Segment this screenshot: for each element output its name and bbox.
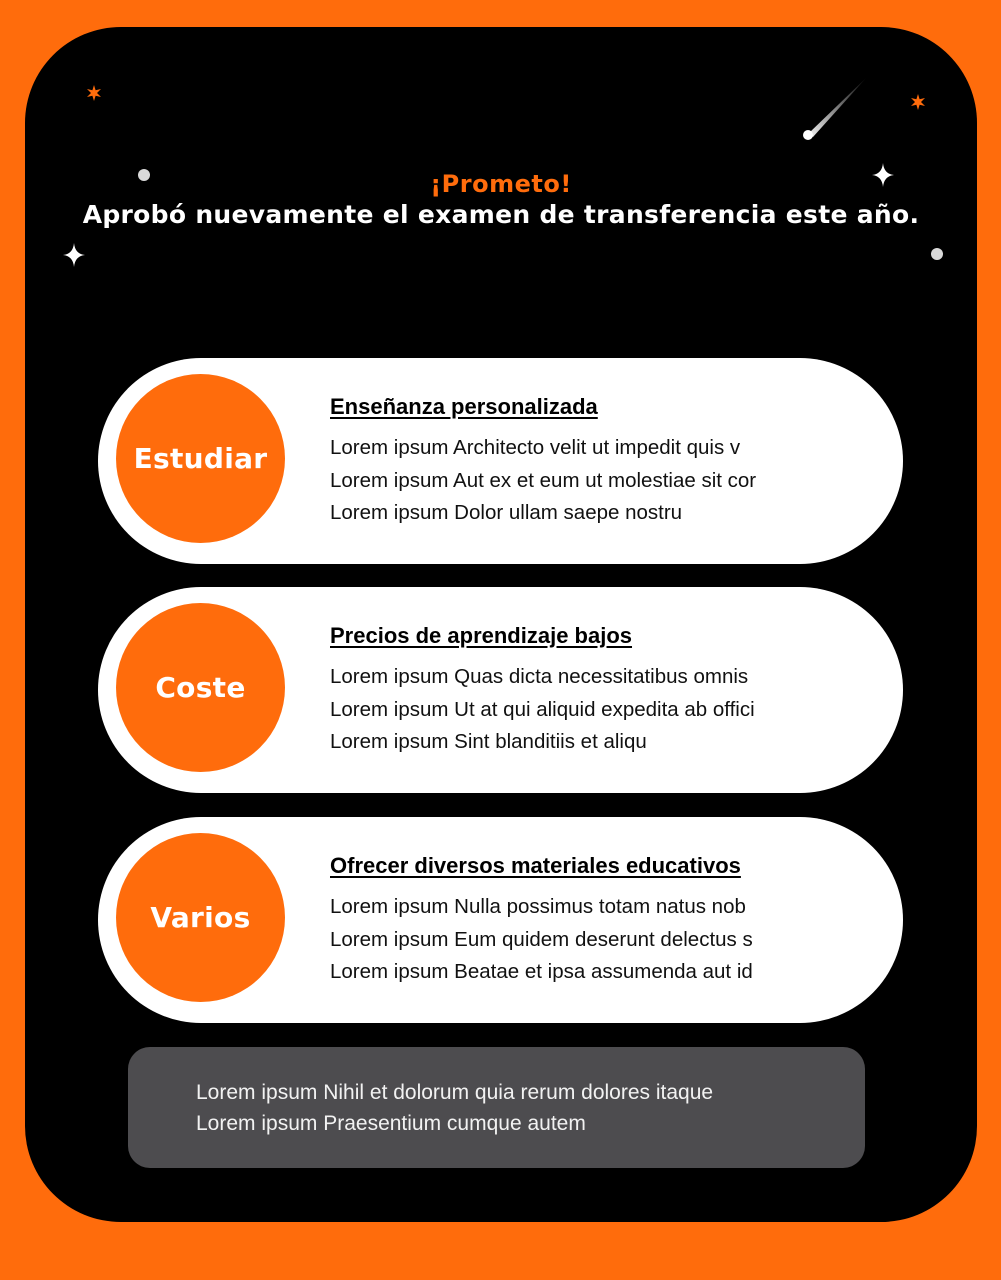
card-body [330, 621, 890, 759]
headline-title: Aprobó nuevamente el examen de transferencia este año. [82, 200, 920, 229]
feature-card-cost [98, 587, 903, 793]
card-body [330, 851, 890, 989]
headline-kicker: ¡Prometo! [430, 170, 572, 198]
feature-card-various [98, 817, 903, 1023]
card-text-line: Lorem ipsum Quas dicta necessitatibus omnis [330, 665, 749, 688]
card-badge [116, 833, 285, 1002]
card-badge [116, 374, 285, 543]
dot-icon [930, 247, 944, 261]
card-badge [116, 603, 285, 772]
card-body [330, 392, 890, 530]
card-badge-label: Varios [150, 901, 251, 934]
card-text-line: Lorem ipsum Eum quidem deserunt delectus s [330, 927, 753, 951]
headline [25, 169, 977, 231]
feature-card-study [98, 358, 903, 564]
orange-star-icon [910, 94, 926, 110]
card-heading: Enseñanza personalizada [330, 394, 598, 419]
card-badge-label: Estudiar [133, 442, 268, 475]
card-text-line: Lorem ipsum Sint blanditiis et aliqu [330, 730, 647, 753]
note-text [196, 1077, 713, 1139]
sparkle-icon [63, 243, 85, 267]
card-text-line: Lorem ipsum Aut ex et eum ut molestiae sit cor [330, 468, 757, 492]
card-text-line: Lorem ipsum Dolor ullam saepe nostru [330, 501, 683, 524]
card-text-line: Lorem ipsum Ut at qui aliquid expedita ab offici [330, 697, 755, 721]
card-heading: Ofrecer diversos materiales educativos [330, 853, 741, 878]
card-badge-label: Coste [155, 671, 246, 704]
card-heading: Precios de aprendizaje bajos [330, 623, 633, 648]
card-text-line: Lorem ipsum Nulla possimus totam natus nob [330, 895, 746, 918]
card-text-line: Lorem ipsum Architecto velit ut impedit quis v [330, 436, 741, 459]
shooting-star-icon [795, 75, 870, 145]
note-box [128, 1047, 865, 1168]
orange-star-icon [86, 85, 102, 101]
note-text-line: Lorem ipsum Nihil et dolorum quia rerum dolores itaque [196, 1081, 714, 1104]
card-text-line: Lorem ipsum Beatae et ipsa assumenda aut id [330, 960, 753, 983]
note-text-line: Lorem ipsum Praesentium cumque autem [196, 1112, 586, 1135]
poster-panel [25, 27, 977, 1222]
